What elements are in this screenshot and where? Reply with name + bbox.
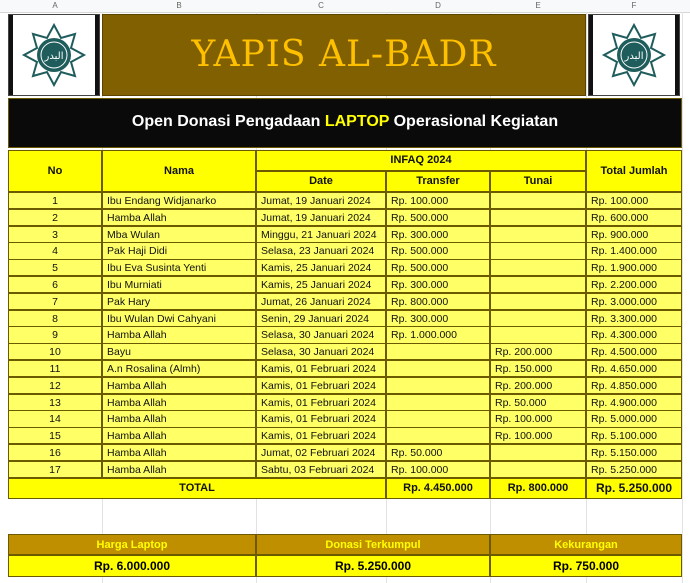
- cell-tunai[interactable]: [490, 293, 586, 310]
- cell-total[interactable]: Rp. 5.100.000: [586, 427, 682, 444]
- cell-total[interactable]: Rp. 100.000: [586, 192, 682, 209]
- cell-tunai[interactable]: [490, 326, 586, 343]
- cell-nama[interactable]: Ibu Wulan Dwi Cahyani: [102, 310, 256, 327]
- cell-transfer[interactable]: [386, 394, 490, 411]
- cell-no[interactable]: 11: [8, 360, 102, 377]
- cell-transfer[interactable]: Rp. 50.000: [386, 444, 490, 461]
- column-header-a[interactable]: A: [8, 0, 102, 13]
- cell-transfer[interactable]: [386, 410, 490, 427]
- cell-no[interactable]: 12: [8, 377, 102, 394]
- cell-no[interactable]: 15: [8, 427, 102, 444]
- header-tunai[interactable]: Tunai: [490, 171, 586, 192]
- cell-date[interactable]: Kamis, 01 Februari 2024: [256, 427, 386, 444]
- cell-total[interactable]: Rp. 5.250.000: [586, 461, 682, 478]
- subtitle-bar[interactable]: [8, 98, 682, 148]
- cell-tunai[interactable]: [490, 276, 586, 293]
- cell-transfer[interactable]: [386, 427, 490, 444]
- cell-date[interactable]: Jumat, 02 Februari 2024: [256, 444, 386, 461]
- cell-total[interactable]: Rp. 4.300.000: [586, 326, 682, 343]
- cell-no[interactable]: 13: [8, 394, 102, 411]
- cell-total[interactable]: Rp. 5.000.000: [586, 410, 682, 427]
- total-transfer[interactable]: Rp. 4.450.000: [386, 478, 490, 499]
- cell-total[interactable]: Rp. 3.000.000: [586, 293, 682, 310]
- cell-nama[interactable]: Bayu: [102, 343, 256, 360]
- cell-nama[interactable]: Mba Wulan: [102, 226, 256, 243]
- cell-nama[interactable]: Hamba Allah: [102, 394, 256, 411]
- cell-no[interactable]: 17: [8, 461, 102, 478]
- cell-tunai[interactable]: [490, 209, 586, 226]
- cell-total[interactable]: Rp. 2.200.000: [586, 276, 682, 293]
- cell-tunai[interactable]: [490, 444, 586, 461]
- cell-transfer[interactable]: Rp. 500.000: [386, 209, 490, 226]
- cell-date[interactable]: Selasa, 30 Januari 2024: [256, 343, 386, 360]
- header-date[interactable]: Date: [256, 171, 386, 192]
- harga-laptop-label[interactable]: Harga Laptop: [8, 534, 256, 555]
- cell-transfer[interactable]: Rp. 1.000.000: [386, 326, 490, 343]
- cell-transfer[interactable]: Rp. 500.000: [386, 242, 490, 259]
- column-header-b[interactable]: B: [102, 0, 256, 13]
- kekurangan-label[interactable]: Kekurangan: [490, 534, 682, 555]
- org-title[interactable]: YAPIS AL-BADR: [102, 14, 586, 96]
- cell-transfer[interactable]: Rp. 300.000: [386, 276, 490, 293]
- cell-tunai[interactable]: [490, 242, 586, 259]
- cell-transfer[interactable]: Rp. 300.000: [386, 310, 490, 327]
- total-jumlah[interactable]: Rp. 5.250.000: [586, 478, 682, 499]
- cell-transfer[interactable]: [386, 343, 490, 360]
- cell-no[interactable]: 2: [8, 209, 102, 226]
- cell-date[interactable]: Jumat, 19 Januari 2024: [256, 192, 386, 209]
- cell-nama[interactable]: Pak Haji Didi: [102, 242, 256, 259]
- header-infaq[interactable]: INFAQ 2024: [256, 150, 586, 171]
- cell-tunai[interactable]: [490, 461, 586, 478]
- cell-transfer[interactable]: [386, 360, 490, 377]
- cell-nama[interactable]: Ibu Endang Widjanarko: [102, 192, 256, 209]
- cell-no[interactable]: 8: [8, 310, 102, 327]
- yapis-logo-icon: [9, 15, 99, 95]
- column-header-c[interactable]: C: [256, 0, 386, 13]
- cell-no[interactable]: 14: [8, 410, 102, 427]
- cell-nama[interactable]: Hamba Allah: [102, 410, 256, 427]
- cell-tunai[interactable]: Rp. 100.000: [490, 427, 586, 444]
- cell-nama[interactable]: Hamba Allah: [102, 377, 256, 394]
- logo-text: البدر: [44, 51, 64, 62]
- cell-tunai[interactable]: [490, 192, 586, 209]
- cell-tunai[interactable]: Rp. 50.000: [490, 394, 586, 411]
- cell-no[interactable]: 10: [8, 343, 102, 360]
- cell-nama[interactable]: Pak Hary: [102, 293, 256, 310]
- cell-total[interactable]: Rp. 1.400.000: [586, 242, 682, 259]
- cell-total[interactable]: Rp. 900.000: [586, 226, 682, 243]
- cell-nama[interactable]: A.n Rosalina (Almh): [102, 360, 256, 377]
- cell-date[interactable]: Minggu, 21 Januari 2024: [256, 226, 386, 243]
- cell-total[interactable]: Rp. 4.650.000: [586, 360, 682, 377]
- cell-date[interactable]: Kamis, 01 Februari 2024: [256, 377, 386, 394]
- cell-total[interactable]: Rp. 1.900.000: [586, 259, 682, 276]
- cell-total[interactable]: Rp. 600.000: [586, 209, 682, 226]
- cell-date[interactable]: Jumat, 19 Januari 2024: [256, 209, 386, 226]
- cell-no[interactable]: 3: [8, 226, 102, 243]
- cell-date[interactable]: Kamis, 01 Februari 2024: [256, 394, 386, 411]
- cell-date[interactable]: Selasa, 30 Januari 2024: [256, 326, 386, 343]
- cell-no[interactable]: 6: [8, 276, 102, 293]
- cell-total[interactable]: Rp. 4.500.000: [586, 343, 682, 360]
- cell-transfer[interactable]: Rp. 800.000: [386, 293, 490, 310]
- cell-total[interactable]: Rp. 4.900.000: [586, 394, 682, 411]
- cell-transfer[interactable]: Rp. 300.000: [386, 226, 490, 243]
- cell-nama[interactable]: Hamba Allah: [102, 209, 256, 226]
- cell-transfer[interactable]: Rp. 100.000: [386, 192, 490, 209]
- yapis-logo-icon: [589, 15, 679, 95]
- cell-total[interactable]: Rp. 4.850.000: [586, 377, 682, 394]
- cell-nama[interactable]: Hamba Allah: [102, 326, 256, 343]
- cell-total[interactable]: Rp. 5.150.000: [586, 444, 682, 461]
- cell-date[interactable]: Kamis, 01 Februari 2024: [256, 360, 386, 377]
- cell-no[interactable]: 9: [8, 326, 102, 343]
- cell-nama[interactable]: Hamba Allah: [102, 444, 256, 461]
- cell-tunai[interactable]: Rp. 200.000: [490, 377, 586, 394]
- cell-tunai[interactable]: [490, 226, 586, 243]
- column-header-d[interactable]: D: [386, 0, 490, 13]
- cell-date[interactable]: Sabtu, 03 Februari 2024: [256, 461, 386, 478]
- total-tunai[interactable]: Rp. 800.000: [490, 478, 586, 499]
- cell-no[interactable]: 16: [8, 444, 102, 461]
- kekurangan-value[interactable]: Rp. 750.000: [490, 555, 682, 577]
- cell-date[interactable]: Jumat, 26 Januari 2024: [256, 293, 386, 310]
- cell-nama[interactable]: Hamba Allah: [102, 461, 256, 478]
- cell-transfer[interactable]: Rp. 500.000: [386, 259, 490, 276]
- column-header-f[interactable]: F: [586, 0, 682, 13]
- subtitle-text-end: Operasional Kegiatan: [389, 113, 559, 130]
- header-no[interactable]: No: [8, 150, 102, 192]
- cell-nama[interactable]: Hamba Allah: [102, 427, 256, 444]
- subtitle-text-start: Open Donasi Pengadaan: [131, 113, 325, 130]
- cell-tunai[interactable]: Rp. 200.000: [490, 343, 586, 360]
- cell-nama[interactable]: Ibu Eva Susinta Yenti: [102, 259, 256, 276]
- header-nama[interactable]: Nama: [102, 150, 256, 192]
- cell-date[interactable]: Kamis, 25 Januari 2024: [256, 276, 386, 293]
- cell-tunai[interactable]: Rp. 100.000: [490, 410, 586, 427]
- gridline: [682, 12, 683, 583]
- cell-no[interactable]: 1: [8, 192, 102, 209]
- column-header-e[interactable]: E: [490, 0, 586, 13]
- cell-no[interactable]: 7: [8, 293, 102, 310]
- subtitle-highlight: LAPTOP: [324, 113, 390, 130]
- header-total-jumlah[interactable]: Total Jumlah: [586, 150, 682, 192]
- cell-total[interactable]: Rp. 3.300.000: [586, 310, 682, 327]
- total-label[interactable]: TOTAL: [8, 478, 386, 499]
- cell-transfer[interactable]: Rp. 100.000: [386, 461, 490, 478]
- cell-tunai[interactable]: [490, 259, 586, 276]
- header-transfer[interactable]: Transfer: [386, 171, 490, 192]
- cell-date[interactable]: Selasa, 23 Januari 2024: [256, 242, 386, 259]
- cell-tunai[interactable]: Rp. 150.000: [490, 360, 586, 377]
- cell-date[interactable]: Senin, 29 Januari 2024: [256, 310, 386, 327]
- cell-date[interactable]: Kamis, 01 Februari 2024: [256, 410, 386, 427]
- logo-cell-left[interactable]: [8, 14, 100, 96]
- cell-no[interactable]: 5: [8, 259, 102, 276]
- donasi-terkumpul-label[interactable]: Donasi Terkumpul: [256, 534, 490, 555]
- donasi-terkumpul-value[interactable]: Rp. 5.250.000: [256, 555, 490, 577]
- cell-nama[interactable]: Ibu Murniati: [102, 276, 256, 293]
- logo-cell-right[interactable]: [588, 14, 680, 96]
- cell-no[interactable]: 4: [8, 242, 102, 259]
- cell-transfer[interactable]: [386, 377, 490, 394]
- cell-date[interactable]: Kamis, 25 Januari 2024: [256, 259, 386, 276]
- cell-tunai[interactable]: [490, 310, 586, 327]
- logo-text: البدر: [624, 51, 644, 62]
- harga-laptop-value[interactable]: Rp. 6.000.000: [8, 555, 256, 577]
